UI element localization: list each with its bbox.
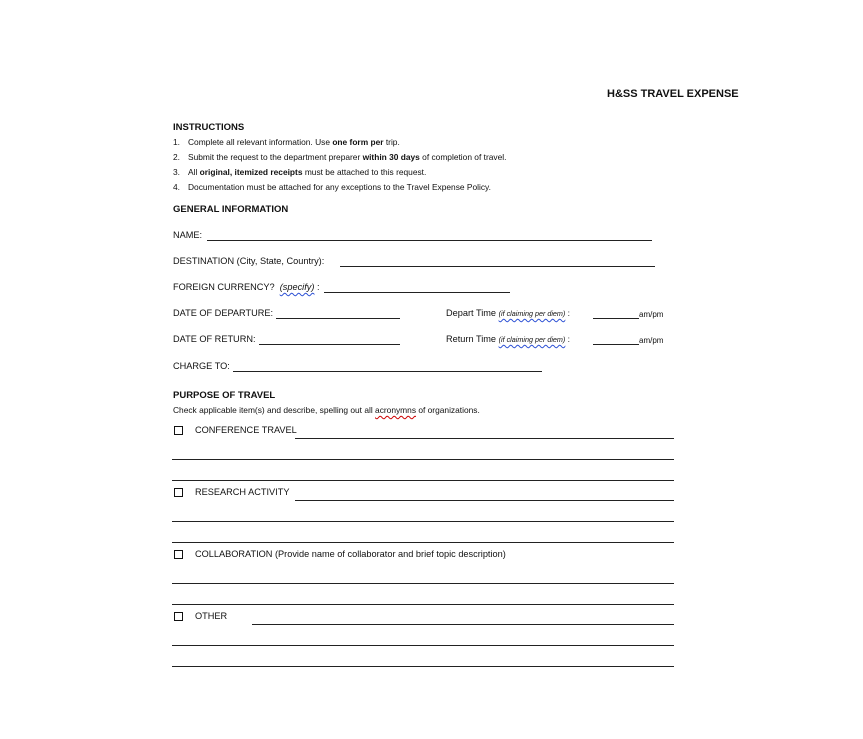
charge-to-field[interactable] (233, 371, 542, 372)
purpose-heading: PURPOSE OF TRAVEL (173, 390, 276, 401)
other-line-1[interactable] (252, 624, 674, 625)
conference-line-2[interactable] (172, 459, 674, 460)
charge-to-label: CHARGE TO: (173, 361, 230, 371)
conference-line-3[interactable] (172, 480, 674, 481)
return-date-label: DATE OF RETURN: (173, 334, 256, 344)
document-title: H&SS TRAVEL EXPENSE (607, 88, 739, 100)
depart-time-field[interactable] (593, 318, 639, 319)
departure-date-label: DATE OF DEPARTURE: (173, 308, 274, 318)
instruction-item-4: 4. Documentation must be attached for any exceptions to the Travel Expense Policy. (173, 182, 491, 192)
research-checkbox[interactable] (174, 488, 183, 497)
research-line-2[interactable] (172, 521, 674, 522)
collaboration-checkbox[interactable] (174, 550, 183, 559)
conference-line-1[interactable] (295, 438, 674, 439)
conference-label: CONFERENCE TRAVEL (195, 425, 297, 435)
departure-date-field[interactable] (276, 318, 400, 319)
other-checkbox[interactable] (174, 612, 183, 621)
research-line-3[interactable] (172, 542, 674, 543)
collaboration-label: COLLABORATION (Provide name of collaborator and brief topic description) (195, 549, 506, 559)
foreign-currency-label: FOREIGN CURRENCY? (specify) : (173, 282, 320, 292)
general-information-heading: GENERAL INFORMATION (173, 204, 289, 215)
specify-note: (specify) (279, 282, 315, 292)
other-line-2[interactable] (172, 645, 674, 646)
research-line-1[interactable] (295, 500, 674, 501)
destination-label: DESTINATION (City, State, Country): (173, 256, 325, 266)
conference-checkbox[interactable] (174, 426, 183, 435)
foreign-currency-field[interactable] (324, 292, 510, 293)
collaboration-line-2[interactable] (172, 604, 674, 605)
return-ampm: am/pm (639, 336, 664, 345)
instruction-item-1: 1. Complete all relevant information. Use one form per trip. (173, 137, 400, 147)
return-time-field[interactable] (593, 344, 639, 345)
instruction-item-3: 3. All original, itemized receipts must be attached to this request. (173, 167, 427, 177)
name-label: NAME: (173, 230, 203, 240)
return-time-label: Return Time (if claiming per diem) : (446, 334, 570, 344)
destination-field[interactable] (340, 266, 655, 267)
depart-ampm: am/pm (639, 310, 664, 319)
research-label: RESEARCH ACTIVITY (195, 487, 290, 497)
name-field[interactable] (207, 240, 652, 241)
purpose-instruction: Check applicable item(s) and describe, spelling out all acronymns of organizations. (173, 405, 480, 415)
other-line-3[interactable] (172, 666, 674, 667)
instructions-heading: INSTRUCTIONS (173, 122, 245, 133)
return-date-field[interactable] (259, 344, 400, 345)
other-label: OTHER (195, 611, 228, 621)
collaboration-line-1[interactable] (172, 583, 674, 584)
depart-time-label: Depart Time (if claiming per diem) : (446, 308, 570, 318)
instruction-item-2: 2. Submit the request to the department preparer within 30 days of completion of travel. (173, 152, 507, 162)
